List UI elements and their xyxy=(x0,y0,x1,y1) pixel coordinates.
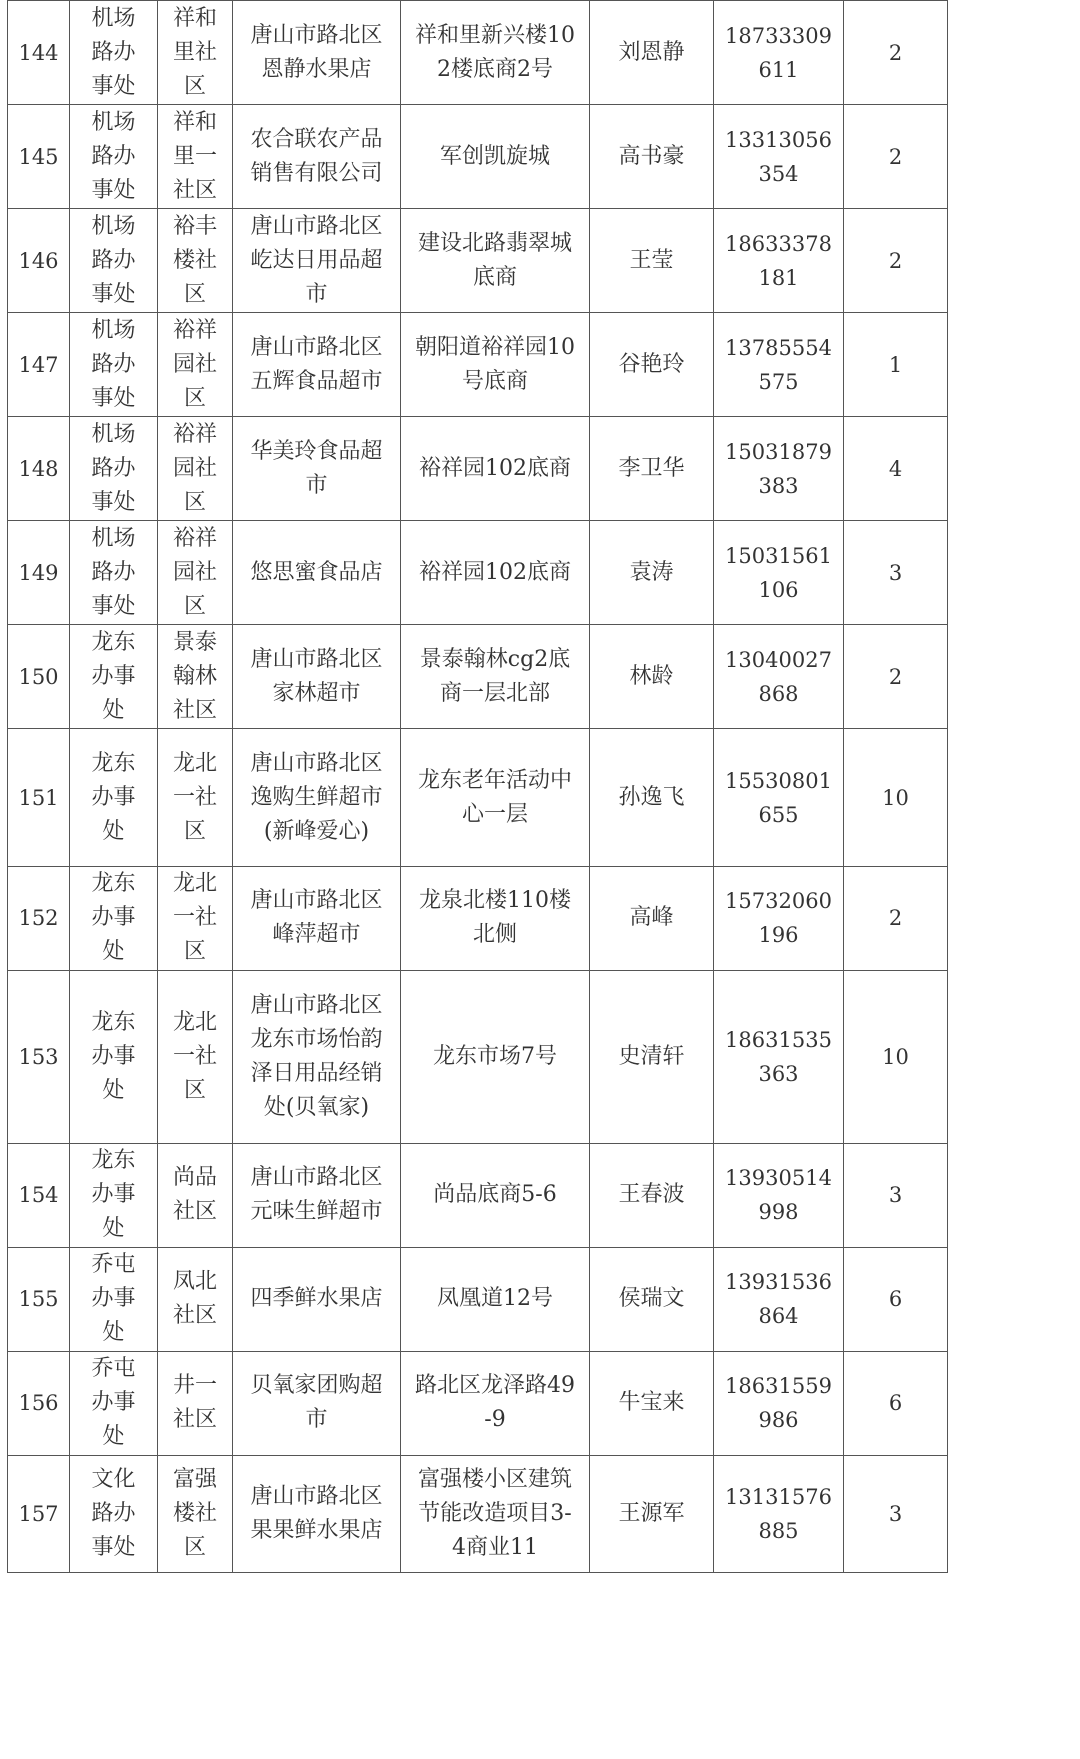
count-cell: 3 xyxy=(844,1143,948,1247)
office-cell xyxy=(70,313,158,417)
community-name: 景泰翰林社区 xyxy=(172,629,217,723)
count-cell: 4 xyxy=(844,417,948,521)
row-number: 154 xyxy=(8,1143,70,1247)
contact-name: 袁涛 xyxy=(629,559,674,585)
phone-number: 13040027868 xyxy=(725,647,832,706)
count-cell: 6 xyxy=(844,1351,948,1455)
contact-name: 林龄 xyxy=(629,663,674,689)
store-address: 朝阳道裕祥园10号底商 xyxy=(415,334,575,394)
office-name: 机场路办事处 xyxy=(91,213,136,307)
address-cell xyxy=(401,313,590,417)
community-name: 井一社区 xyxy=(172,1373,217,1433)
office-name: 机场路办事处 xyxy=(91,5,136,99)
row-number: 149 xyxy=(8,521,70,625)
office-name: 文化路办事处 xyxy=(91,1466,136,1560)
phone-number: 13785554575 xyxy=(725,335,832,394)
phone-cell xyxy=(714,209,844,313)
store-address: 龙东老年活动中心一层 xyxy=(417,767,572,827)
row-number: 152 xyxy=(8,866,70,970)
office-cell xyxy=(70,521,158,625)
community-cell xyxy=(158,209,233,313)
store-address: 裕祥园102底商 xyxy=(419,559,571,585)
count-cell: 3 xyxy=(844,1455,948,1572)
contact-name: 王源军 xyxy=(618,1500,685,1526)
table-row xyxy=(8,1247,948,1351)
contact-name: 高书豪 xyxy=(618,143,685,169)
office-name: 机场路办事处 xyxy=(91,421,136,515)
office-name: 乔屯办事处 xyxy=(91,1356,136,1450)
community-cell xyxy=(158,1455,233,1572)
office-name: 龙东办事处 xyxy=(91,629,136,723)
contact-cell xyxy=(590,970,714,1143)
store-name: 华美玲食品超市 xyxy=(250,438,383,498)
store-name: 悠思蜜食品店 xyxy=(250,559,383,585)
table-row xyxy=(8,729,948,866)
phone-cell xyxy=(714,417,844,521)
phone-cell xyxy=(714,729,844,866)
count-cell: 6 xyxy=(844,1247,948,1351)
address-cell xyxy=(401,1455,590,1572)
community-cell xyxy=(158,1351,233,1455)
contact-cell xyxy=(590,625,714,729)
store-cell xyxy=(233,970,401,1143)
table-row xyxy=(8,1143,948,1247)
store-address: 尚品底商5-6 xyxy=(433,1182,557,1208)
row-number: 144 xyxy=(8,1,70,105)
office-name: 龙东办事处 xyxy=(91,1148,136,1242)
store-address: 建设北路翡翠城底商 xyxy=(417,230,572,290)
store-address: 裕祥园102底商 xyxy=(419,455,571,481)
office-name: 机场路办事处 xyxy=(91,109,136,203)
office-name: 机场路办事处 xyxy=(91,525,136,619)
store-name: 唐山市路北区家林超市 xyxy=(250,646,383,706)
phone-cell xyxy=(714,625,844,729)
community-cell xyxy=(158,729,233,866)
count-cell: 2 xyxy=(844,105,948,209)
phone-cell xyxy=(714,1143,844,1247)
row-number: 151 xyxy=(8,729,70,866)
count-cell: 2 xyxy=(844,866,948,970)
office-cell xyxy=(70,866,158,970)
office-cell xyxy=(70,1143,158,1247)
address-cell xyxy=(401,1143,590,1247)
table-row xyxy=(8,417,948,521)
contact-name: 李卫华 xyxy=(618,455,685,481)
table-body xyxy=(8,1,948,1573)
phone-number: 18631535363 xyxy=(725,1027,832,1086)
office-cell xyxy=(70,1,158,105)
row-number: 155 xyxy=(8,1247,70,1351)
table-row xyxy=(8,866,948,970)
address-cell xyxy=(401,625,590,729)
store-name: 唐山市路北区元味生鲜超市 xyxy=(250,1165,383,1225)
store-cell xyxy=(233,866,401,970)
count-cell: 2 xyxy=(844,625,948,729)
phone-number: 15031561106 xyxy=(725,543,832,602)
address-cell xyxy=(401,105,590,209)
contact-name: 牛宝来 xyxy=(618,1390,685,1416)
store-cell xyxy=(233,209,401,313)
address-cell xyxy=(401,1351,590,1455)
community-name: 祥和里社区 xyxy=(172,5,217,99)
office-cell xyxy=(70,625,158,729)
store-address: 军创凯旋城 xyxy=(439,143,550,169)
store-list-table xyxy=(7,0,948,1573)
count-cell: 2 xyxy=(844,209,948,313)
contact-cell xyxy=(590,417,714,521)
address-cell xyxy=(401,1,590,105)
contact-cell xyxy=(590,1,714,105)
contact-name: 高峰 xyxy=(629,905,674,931)
table-row xyxy=(8,970,948,1143)
table-row xyxy=(8,625,948,729)
phone-cell xyxy=(714,1247,844,1351)
community-cell xyxy=(158,521,233,625)
store-name: 唐山市路北区果果鲜水果店 xyxy=(250,1483,383,1543)
address-cell xyxy=(401,209,590,313)
store-cell xyxy=(233,1455,401,1572)
address-cell xyxy=(401,1247,590,1351)
phone-number: 18631559986 xyxy=(725,1374,832,1433)
office-name: 龙东办事处 xyxy=(91,750,136,844)
contact-cell xyxy=(590,866,714,970)
row-number: 150 xyxy=(8,625,70,729)
phone-cell xyxy=(714,1455,844,1572)
community-name: 裕祥园社区 xyxy=(172,421,217,515)
store-name: 唐山市路北区逸购生鲜超市(新峰爱心) xyxy=(250,750,383,844)
phone-number: 13930514998 xyxy=(725,1166,832,1225)
contact-cell xyxy=(590,105,714,209)
phone-cell xyxy=(714,866,844,970)
community-name: 祥和里一社区 xyxy=(172,109,217,203)
phone-cell xyxy=(714,521,844,625)
row-number: 146 xyxy=(8,209,70,313)
store-name: 农合联农产品销售有限公司 xyxy=(250,126,383,186)
store-address: 凤凰道12号 xyxy=(437,1286,553,1312)
store-cell xyxy=(233,417,401,521)
phone-number: 18733309611 xyxy=(725,23,832,82)
phone-number: 13931536864 xyxy=(725,1270,832,1329)
community-name: 裕丰楼社区 xyxy=(172,213,217,307)
contact-name: 王莹 xyxy=(629,247,674,273)
contact-name: 孙逸飞 xyxy=(618,784,685,810)
community-cell xyxy=(158,866,233,970)
office-name: 机场路办事处 xyxy=(91,317,136,411)
phone-number: 15530801655 xyxy=(725,768,832,827)
table-row xyxy=(8,1,948,105)
office-cell xyxy=(70,209,158,313)
table-row xyxy=(8,105,948,209)
phone-cell xyxy=(714,1,844,105)
office-cell xyxy=(70,1455,158,1572)
table-row xyxy=(8,1351,948,1455)
community-cell xyxy=(158,1143,233,1247)
store-cell xyxy=(233,625,401,729)
office-cell xyxy=(70,729,158,866)
contact-name: 王春波 xyxy=(618,1182,685,1208)
office-cell xyxy=(70,970,158,1143)
store-name: 唐山市路北区峰萍超市 xyxy=(250,888,383,948)
community-cell xyxy=(158,625,233,729)
contact-name: 史清轩 xyxy=(618,1043,685,1069)
contact-cell xyxy=(590,209,714,313)
store-address: 景泰翰林cg2底商一层北部 xyxy=(419,646,571,706)
phone-number: 13131576885 xyxy=(725,1484,832,1543)
store-cell xyxy=(233,521,401,625)
store-name: 唐山市路北区恩静水果店 xyxy=(250,22,383,82)
store-name: 四季鲜水果店 xyxy=(250,1286,383,1312)
row-number: 145 xyxy=(8,105,70,209)
community-cell xyxy=(158,313,233,417)
community-cell xyxy=(158,417,233,521)
phone-number: 13313056354 xyxy=(725,127,832,186)
row-number: 156 xyxy=(8,1351,70,1455)
office-name: 龙东办事处 xyxy=(91,1009,136,1103)
table-row xyxy=(8,1455,948,1572)
address-cell xyxy=(401,521,590,625)
row-number: 153 xyxy=(8,970,70,1143)
store-cell xyxy=(233,729,401,866)
phone-number: 18633378181 xyxy=(725,231,832,290)
table-row xyxy=(8,313,948,417)
contact-cell xyxy=(590,1143,714,1247)
community-name: 裕祥园社区 xyxy=(172,525,217,619)
office-cell xyxy=(70,417,158,521)
community-name: 龙北一社区 xyxy=(172,871,217,965)
store-name: 唐山市路北区龙东市场怡韵泽日用品经销处(贝氧家) xyxy=(250,992,383,1120)
contact-cell xyxy=(590,1247,714,1351)
row-number: 147 xyxy=(8,313,70,417)
count-cell: 10 xyxy=(844,970,948,1143)
phone-number: 15732060196 xyxy=(725,889,832,948)
store-cell xyxy=(233,1143,401,1247)
store-cell xyxy=(233,1351,401,1455)
office-cell xyxy=(70,1351,158,1455)
community-cell xyxy=(158,105,233,209)
store-address: 路北区龙泽路49-9 xyxy=(415,1373,575,1433)
store-cell xyxy=(233,105,401,209)
store-name: 唐山市路北区屹达日用品超市 xyxy=(250,213,383,307)
community-name: 龙北一社区 xyxy=(172,1009,217,1103)
store-address: 祥和里新兴楼102楼底商2号 xyxy=(415,22,575,82)
table-row xyxy=(8,521,948,625)
phone-cell xyxy=(714,1351,844,1455)
phone-cell xyxy=(714,105,844,209)
count-cell: 2 xyxy=(844,1,948,105)
community-name: 富强楼社区 xyxy=(172,1466,217,1560)
contact-cell xyxy=(590,521,714,625)
community-cell xyxy=(158,970,233,1143)
address-cell xyxy=(401,417,590,521)
community-name: 凤北社区 xyxy=(172,1269,217,1329)
row-number: 157 xyxy=(8,1455,70,1572)
community-name: 龙北一社区 xyxy=(172,750,217,844)
store-address: 龙泉北楼110楼北侧 xyxy=(419,888,571,948)
contact-cell xyxy=(590,1351,714,1455)
address-cell xyxy=(401,866,590,970)
store-cell xyxy=(233,1247,401,1351)
office-name: 乔屯办事处 xyxy=(91,1252,136,1346)
phone-cell xyxy=(714,970,844,1143)
store-address: 龙东市场7号 xyxy=(433,1043,557,1069)
contact-name: 侯瑞文 xyxy=(618,1286,685,1312)
store-name: 唐山市路北区五辉食品超市 xyxy=(250,334,383,394)
community-name: 裕祥园社区 xyxy=(172,317,217,411)
phone-cell xyxy=(714,313,844,417)
office-cell xyxy=(70,1247,158,1351)
office-name: 龙东办事处 xyxy=(91,871,136,965)
phone-number: 15031879383 xyxy=(725,439,832,498)
row-number: 148 xyxy=(8,417,70,521)
contact-cell xyxy=(590,313,714,417)
contact-name: 刘恩静 xyxy=(618,39,685,65)
table-row xyxy=(8,209,948,313)
count-cell: 10 xyxy=(844,729,948,866)
count-cell: 1 xyxy=(844,313,948,417)
contact-cell xyxy=(590,1455,714,1572)
count-cell: 3 xyxy=(844,521,948,625)
community-cell xyxy=(158,1247,233,1351)
store-name: 贝氧家团购超市 xyxy=(250,1373,383,1433)
community-cell xyxy=(158,1,233,105)
store-cell xyxy=(233,313,401,417)
community-name: 尚品社区 xyxy=(172,1165,217,1225)
office-cell xyxy=(70,105,158,209)
contact-cell xyxy=(590,729,714,866)
contact-name: 谷艳玲 xyxy=(618,351,685,377)
store-address: 富强楼小区建筑节能改造项目3-4商业11 xyxy=(417,1466,572,1560)
store-cell xyxy=(233,1,401,105)
address-cell xyxy=(401,729,590,866)
address-cell xyxy=(401,970,590,1143)
